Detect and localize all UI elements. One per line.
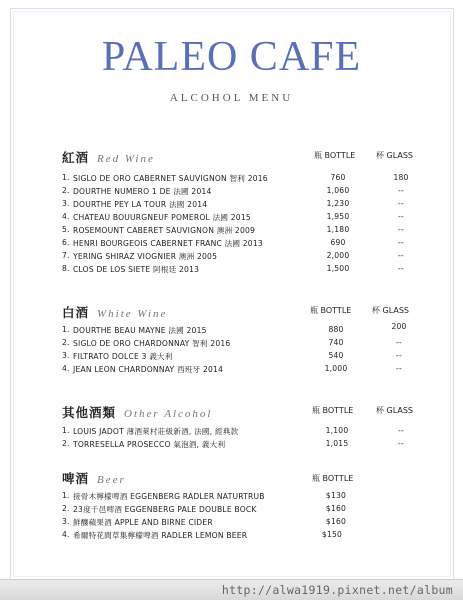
- bottle-column-header: 瓶 BOTTLE: [314, 151, 356, 160]
- glass-price: --: [398, 426, 404, 435]
- item-number: 4.: [62, 530, 70, 539]
- item-number: 4.: [62, 212, 70, 221]
- bottle-price: 540: [328, 351, 344, 360]
- item-number: 8.: [62, 264, 70, 273]
- glass-column-header: 杯 GLASS: [376, 151, 414, 160]
- glass-price: --: [398, 439, 404, 448]
- bottle-price: 760: [330, 173, 346, 182]
- glass-price: 200: [391, 322, 407, 331]
- item-name: FILTRATO DOLCE 3 義大利: [73, 352, 173, 361]
- bottle-price: $150: [321, 530, 343, 539]
- glass-price: --: [398, 238, 404, 247]
- item-number: 7.: [62, 251, 70, 260]
- section-title-en: Red Wine: [97, 153, 155, 165]
- glass-price: --: [398, 225, 404, 234]
- watermark-url: http://alwa1919.pixnet.net/album: [221, 583, 453, 597]
- item-name: LOUIS JADOT 薄酒萊村莊級新酒, 法國, 經典款: [73, 427, 239, 436]
- item-number: 2.: [62, 186, 70, 195]
- bottle-price: 1,230: [326, 199, 350, 208]
- section-heading: [62, 148, 155, 164]
- item-name: DOURTHE PEY LA TOUR 法國 2014: [73, 200, 208, 209]
- section-heading: [62, 303, 167, 319]
- item-name: 23度千邑啤酒 EGGENBERG PALE DOUBLE BOCK: [73, 505, 257, 514]
- item-name: TORRESELLA PROSECCO 氣泡酒, 義大利: [73, 440, 226, 449]
- item-number: 6.: [62, 238, 70, 247]
- item-name: SIGLO DE ORO CHARDONNAY 智利 2016: [73, 339, 231, 348]
- item-name: 希爾特花間草集檸檬啤酒 RADLER LEMON BEER: [73, 531, 248, 540]
- section-title-cn: 紅酒: [62, 150, 90, 165]
- bottle-price: 1,500: [326, 264, 350, 273]
- glass-price: --: [396, 351, 402, 360]
- section-beer: [62, 469, 422, 549]
- bottle-price: 880: [328, 325, 344, 334]
- section-title-cn: 其他酒類: [62, 405, 117, 420]
- item-name: YERING SHIRAZ VIOGNIER 澳洲 2005: [73, 252, 218, 261]
- section-heading: [62, 403, 212, 419]
- cafe-title: PALEO CAFE: [101, 34, 362, 80]
- item-number: 2.: [62, 504, 70, 513]
- glass-price: --: [398, 199, 404, 208]
- item-name: CHATEAU BOUURGNEUF POMEROL 法國 2015: [73, 213, 251, 222]
- item-name: DOURTHE NUMERO 1 DE 法國 2014: [73, 187, 212, 196]
- bottle-price: $130: [325, 491, 347, 500]
- menu-subtitle: ALCOHOL MENU: [169, 92, 294, 104]
- glass-price: --: [396, 338, 402, 347]
- watermark-bar: [0, 579, 463, 600]
- glass-price: --: [398, 264, 404, 273]
- bottle-column-header: 瓶 BOTTLE: [312, 474, 354, 483]
- bottle-price: 1,015: [325, 439, 349, 448]
- item-number: 3.: [62, 351, 70, 360]
- section-red-wine: [62, 148, 422, 288]
- section-white-wine: [62, 303, 422, 383]
- section-title-en: Beer: [97, 474, 126, 486]
- item-name: 接骨木檸檬啤酒 EGGENBERG RADLER NATURTRUB: [73, 492, 265, 501]
- item-name: CLOS DE LOS SIETE 阿根廷 2013: [73, 265, 200, 274]
- item-name: ROSEMOUNT CABERET SAUVIGNON 澳洲 2009: [73, 226, 256, 235]
- item-number: 2.: [62, 439, 70, 448]
- item-number: 1.: [62, 491, 70, 500]
- glass-column-header: 杯 GLASS: [376, 406, 414, 415]
- item-number: 5.: [62, 225, 70, 234]
- item-number: 1.: [62, 426, 70, 435]
- glass-price: --: [398, 212, 404, 221]
- bottle-price: 1,180: [326, 225, 350, 234]
- glass-price: 180: [393, 173, 409, 182]
- glass-price: --: [398, 186, 404, 195]
- bottle-column-header: 瓶 BOTTLE: [310, 306, 352, 315]
- section-title-en: Other Alcohol: [124, 408, 213, 420]
- bottle-price: 740: [328, 338, 344, 347]
- bottle-price: 1,060: [326, 186, 350, 195]
- item-number: 1.: [62, 325, 70, 334]
- glass-column-header: 杯 GLASS: [372, 306, 410, 315]
- item-number: 2.: [62, 338, 70, 347]
- item-number: 3.: [62, 199, 70, 208]
- bottle-price: $160: [325, 517, 347, 526]
- bottle-column-header: 瓶 BOTTLE: [312, 406, 354, 415]
- item-number: 4.: [62, 364, 70, 373]
- item-name: JEAN LEON CHARDONNAY 西班牙 2014: [73, 365, 224, 374]
- bottle-price: $160: [325, 504, 347, 513]
- bottle-price: 690: [330, 238, 346, 247]
- section-title-cn: 白酒: [62, 305, 90, 320]
- glass-price: --: [396, 364, 402, 373]
- item-number: 3.: [62, 517, 70, 526]
- section-heading: [62, 469, 126, 485]
- section-title-en: White Wine: [97, 308, 168, 320]
- bottle-price: 1,100: [325, 426, 349, 435]
- item-name: HENRI BOURGEOIS CABERNET FRANC 法國 2013: [73, 239, 263, 248]
- bottle-price: 1,950: [326, 212, 350, 221]
- section-title-cn: 啤酒: [62, 471, 90, 486]
- bottle-price: 1,000: [324, 364, 348, 373]
- glass-price: --: [398, 251, 404, 260]
- bottle-price: 2,000: [326, 251, 350, 260]
- section-other-alcohol: [62, 403, 422, 453]
- item-name: 鮮釀蘋果酒 APPLE AND BIRNE CIDER: [73, 518, 213, 527]
- item-number: 1.: [62, 173, 70, 182]
- item-name: SIGLO DE ORO CABERNET SAUVIGNON 智利 2016: [73, 174, 268, 183]
- item-name: DOURTHE BEAU MAYNE 法國 2015: [73, 326, 207, 335]
